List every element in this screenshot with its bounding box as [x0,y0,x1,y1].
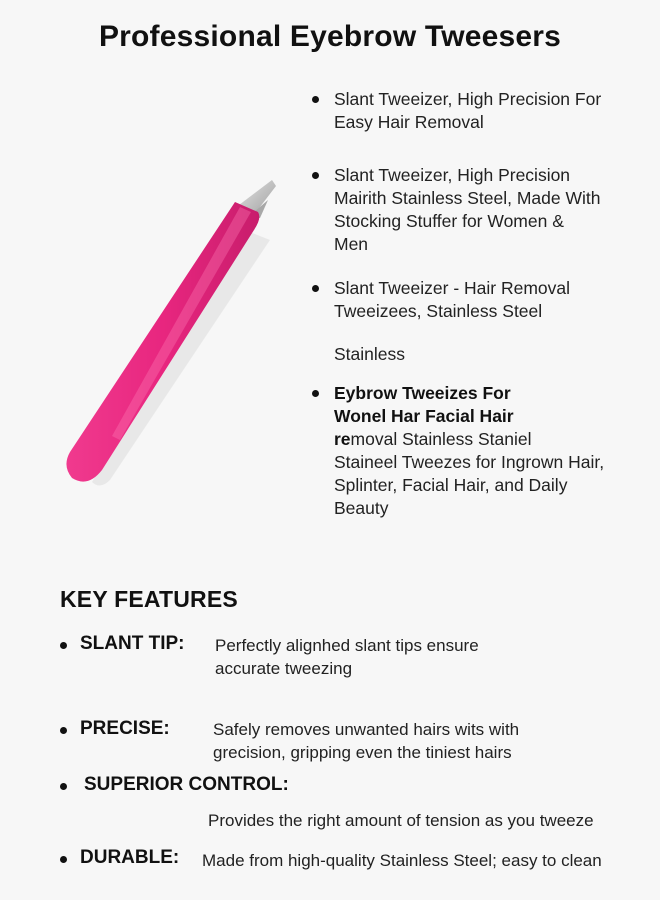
feature-desc: Perfectly alignhed slant tips ensure accurate tweezing [215,636,479,678]
feature-name: SUPERIOR CONTROL: [84,774,289,795]
bullet-dot-icon [312,285,319,292]
bullet-dot-icon [60,783,67,790]
bullet-item: Eybrow Tweeizes For Wonel Har Facial Hair removal Stainless Staniel Staineel Tweezes for Ingrown Hair, Splinter, Facial Hair, and Daily Beauty [312,382,604,520]
bullet-dot-icon [60,642,67,649]
page-title: Professional Eyebrow Tweesers [98,20,562,53]
bullet-item: Slant Tweeizer, High Precision Mairith Stainless Steel, Made With Stocking Stuffer for Women & Men [312,164,601,256]
slant-tweezers-icon [40,160,310,500]
feature-name: PRECISE: [80,718,170,739]
key-features-title: KEY FEATURES [60,586,238,612]
feature-desc: Provides the right amount of tension as you tweeze [208,811,594,830]
bullet-dot-icon [60,856,67,863]
bullet-item: Slant Tweeizer - Hair Removal Tweeizees, Stainless Steel [312,277,570,323]
feature-name: SLANT TIP: [80,633,185,654]
feature-desc: Safely removes unwanted hairs wits with grecision, gripping even the tiniest hairs [213,720,520,762]
bullet-dot-icon [312,172,319,179]
plain-text: Stainless [334,344,406,364]
bullet-dot-icon [312,96,319,103]
feature-name: DURABLE: [80,847,180,868]
feature-desc: Made from high-quality Stainless Steel; easy to clean [202,851,602,870]
bullet-dot-icon [60,727,67,734]
bullet-item: Slant Tweeizer, High Precision For Easy Hair Removal [312,88,601,134]
bullet-dot-icon [312,390,319,397]
